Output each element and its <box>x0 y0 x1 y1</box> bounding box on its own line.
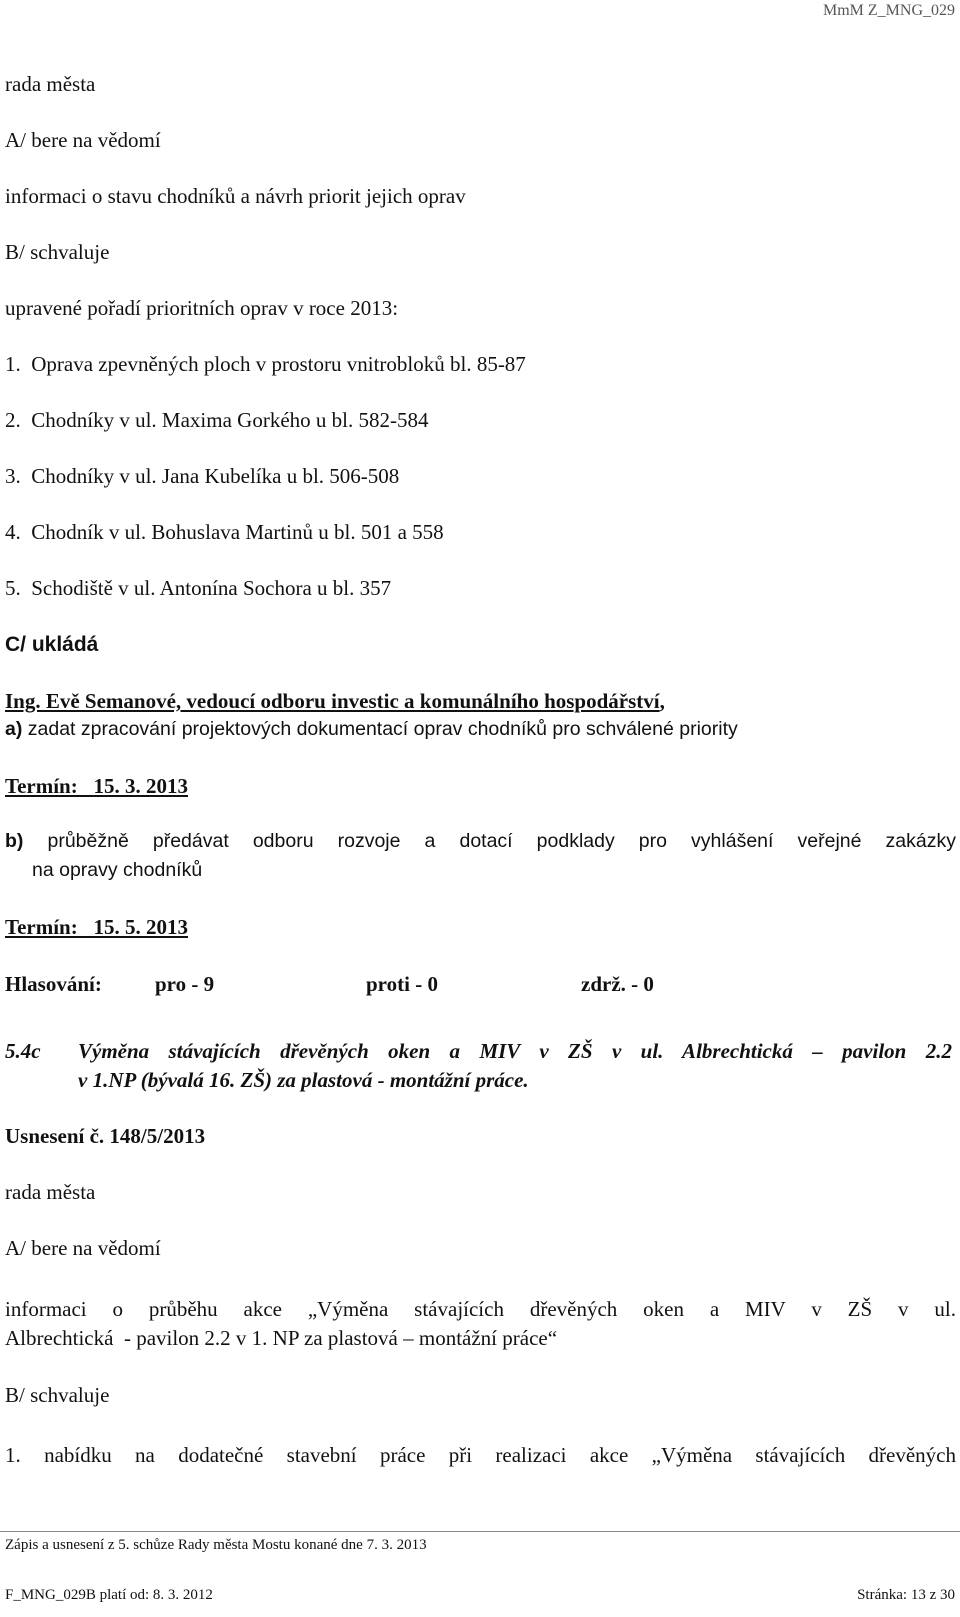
item-title-line1: Výměna stávajících dřevěných oken a MIV v ZŠ v ul. Albrechtická – pavilon 2.2 <box>78 1039 952 1063</box>
item-number: 5.4c <box>5 1039 41 1063</box>
vote-label: Hlasování: <box>5 972 102 996</box>
resolution-number: Usnesení č. 148/5/2013 <box>5 1124 206 1148</box>
vote-abstain: zdrž. - 0 <box>581 972 654 996</box>
term-b: Termín: 15. 5. 2013 <box>5 915 188 939</box>
b-item-1: 1. nabídku na dodatečné stavební práce při realizaci akce „Výměna stávajících dřevěných <box>5 1443 956 1467</box>
vote-against: proti - 0 <box>366 972 438 996</box>
task-b-line1: b) průběžně předávat odboru rozvoje a dotací podklady pro vyhlášení veřejné zakázky <box>5 830 956 852</box>
term-a: Termín: 15. 3. 2013 <box>5 774 188 798</box>
footer-minutes: Zápis a usnesení z 5. schůze Rady města Mostu konané dne 7. 3. 2013 <box>5 1537 427 1553</box>
assignee: Ing. Evě Semanové, vedoucí odboru investic a komunálního hospodářství, <box>5 689 665 713</box>
footer-divider <box>0 1531 960 1532</box>
a-heading: A/ bere na vědomí <box>5 128 161 152</box>
task-b-line2: na opravy chodníků <box>32 859 203 881</box>
a-text-line2: Albrechtická - pavilon 2.2 v 1. NP za plastová – montážní práce“ <box>5 1326 558 1350</box>
document-code: MmM Z_MNG_029 <box>822 2 955 19</box>
footer-form: F_MNG_029B platí od: 8. 3. 2012 <box>5 1587 213 1603</box>
priority-item: 2. Chodníky v ul. Maxima Gorkého u bl. 582-584 <box>5 408 429 432</box>
vote-for: pro - 9 <box>155 972 215 996</box>
footer-page-number: Stránka: 13 z 30 <box>857 1587 955 1603</box>
priority-item: 3. Chodníky v ul. Jana Kubelíka u bl. 506-508 <box>5 464 400 488</box>
priority-item: 1. Oprava zpevněných ploch v prostoru vnitrobloků bl. 85-87 <box>5 352 526 376</box>
a-text-line1: informaci o průběhu akce „Výměna stávajících dřevěných oken a MIV v ZŠ v ul. <box>5 1297 956 1321</box>
priority-item: 5. Schodiště v ul. Antonína Sochora u bl. 357 <box>5 576 392 600</box>
c-heading: C/ ukládá <box>5 633 99 656</box>
task-a: a) zadat zpracování projektových dokumentací oprav chodníků pro schválené priority <box>5 718 738 740</box>
item-title-line2: v 1.NP (bývalá 16. ZŠ) za plastová - montážní práce. <box>78 1068 529 1092</box>
a-heading: A/ bere na vědomí <box>5 1236 161 1260</box>
priority-item: 4. Chodník v ul. Bohuslava Martinů u bl. 501 a 558 <box>5 520 444 544</box>
b-heading: B/ schvaluje <box>5 1383 110 1407</box>
council-label: rada města <box>5 72 96 96</box>
b-text: upravené pořadí prioritních oprav v roce 2013: <box>5 296 399 320</box>
a-text: informaci o stavu chodníků a návrh priorit jejich oprav <box>5 184 466 208</box>
council-label: rada města <box>5 1180 96 1204</box>
b-heading: B/ schvaluje <box>5 240 110 264</box>
